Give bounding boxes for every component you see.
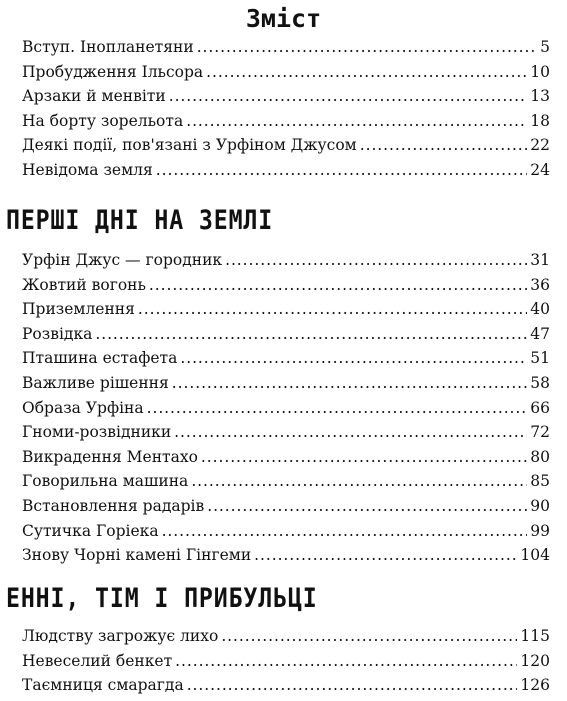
toc-entry [22, 676, 550, 701]
dot-leader [138, 300, 527, 318]
toc-entry-page-number: 18 [530, 111, 550, 130]
toc-entry-page-number: 120 [520, 651, 550, 670]
intro-toc-list [22, 38, 550, 186]
toc-entry-page-number: 22 [530, 136, 550, 155]
toc-entry-title: Знову Чорні камені Гінгеми [22, 546, 252, 565]
toc-entry-title: Розвідка [22, 324, 93, 343]
toc-entry [22, 112, 550, 137]
dot-leader [175, 652, 517, 670]
toc-entry-page-number: 40 [530, 300, 550, 319]
toc-entry-title: Урфін Джус — городник [22, 251, 223, 269]
toc-entry-title: Таємниця смарагда [22, 676, 184, 695]
toc-entry-title: Невідома земля [22, 160, 153, 179]
toc-entry-title: Приземлення [22, 300, 135, 319]
dot-leader [95, 325, 527, 343]
toc-entry-title: Встановлення радарів [22, 496, 205, 515]
toc-entry [22, 63, 550, 88]
contents-title: Зміст [245, 4, 322, 33]
toc-entry [22, 546, 550, 571]
toc-entry-page-number: 90 [530, 496, 550, 515]
toc-entry [22, 497, 550, 522]
toc-entry-page-number: 24 [530, 160, 550, 179]
dot-leader [180, 349, 527, 367]
toc-entry-page-number: 66 [530, 398, 550, 417]
toc-entry-page-number: 115 [520, 627, 550, 645]
section-heading-enni-tim: ЕННІ, ТІМ І ПРИБУЛЬЦІ [6, 583, 318, 614]
toc-entry [22, 276, 550, 301]
dot-leader [225, 251, 527, 269]
toc-entry-page-number: 31 [530, 251, 550, 269]
dot-leader [201, 448, 527, 466]
toc-entry [22, 136, 550, 161]
dot-leader [172, 374, 527, 392]
toc-entry-title: Жовтий вогонь [22, 275, 146, 294]
toc-entry-page-number: 72 [530, 423, 550, 442]
toc-entry-title: Говорильна машина [22, 472, 189, 491]
toc-entry-page-number: 10 [530, 62, 550, 81]
toc-entry [22, 161, 550, 186]
toc-entry-title: Деякі події, пов'язані з Урфіном Джусом [22, 136, 357, 155]
dot-leader [254, 546, 517, 564]
toc-entry-page-number: 51 [530, 349, 550, 368]
toc-entry-title: Викрадення Ментахо [22, 447, 198, 466]
toc-entry-title: Арзаки й менвіти [22, 87, 166, 106]
toc-entry-page-number: 36 [530, 275, 550, 294]
toc-entry-title: Невеселий бенкет [22, 651, 173, 670]
toc-entry [22, 472, 550, 497]
toc-entry [22, 87, 550, 112]
dot-leader [174, 423, 527, 441]
dot-leader [149, 276, 527, 294]
toc-entry [22, 627, 550, 652]
toc-entry-page-number: 85 [530, 472, 550, 491]
dot-leader [221, 627, 517, 645]
toc-entry-title: Людству загрожує лихо [22, 627, 219, 645]
toc-entry [22, 374, 550, 399]
toc-entry [22, 522, 550, 547]
section2-toc-list [22, 627, 550, 701]
toc-entry [22, 349, 550, 374]
dot-leader [207, 497, 527, 515]
toc-entry [22, 300, 550, 325]
toc-entry-title: На борту зорельота [22, 111, 184, 130]
dot-leader [187, 676, 518, 694]
dot-leader [191, 472, 527, 490]
toc-entry-title: Вступ. Інопланетяни [22, 38, 194, 56]
toc-entry [22, 399, 550, 424]
toc-entry [22, 652, 550, 677]
toc-entry-page-number: 5 [540, 38, 550, 56]
toc-entry-title: Гноми-розвідники [22, 423, 172, 442]
toc-entry-title: Пробудження Ільсора [22, 62, 204, 81]
toc-entry-page-number: 104 [520, 546, 550, 565]
section1-toc-list [22, 251, 550, 571]
toc-entry-page-number: 126 [520, 676, 550, 695]
toc-entry-page-number: 80 [530, 447, 550, 466]
dot-leader [162, 522, 528, 540]
dot-leader [156, 161, 527, 179]
toc-entry-page-number: 47 [530, 324, 550, 343]
toc-entry [22, 251, 550, 276]
dot-leader [360, 136, 528, 154]
toc-entry [22, 325, 550, 350]
toc-entry [22, 38, 550, 63]
toc-entry-title: Сутичка Горіека [22, 521, 159, 540]
dot-leader [206, 63, 527, 81]
dot-leader [186, 112, 527, 130]
section-heading-first-days: ПЕРШІ ДНІ НА ЗЕМЛІ [6, 205, 274, 236]
dot-leader [197, 38, 537, 56]
dot-leader [169, 87, 528, 105]
toc-entry [22, 448, 550, 473]
dot-leader [147, 399, 528, 417]
toc-entry-title: Пташина естафета [22, 349, 178, 368]
toc-entry-page-number: 58 [530, 373, 550, 392]
toc-entry-page-number: 99 [530, 521, 550, 540]
toc-entry-title: Важливе рішення [22, 373, 169, 392]
toc-entry-page-number: 13 [530, 87, 550, 106]
toc-entry-title: Образа Урфіна [22, 398, 144, 417]
toc-entry [22, 423, 550, 448]
